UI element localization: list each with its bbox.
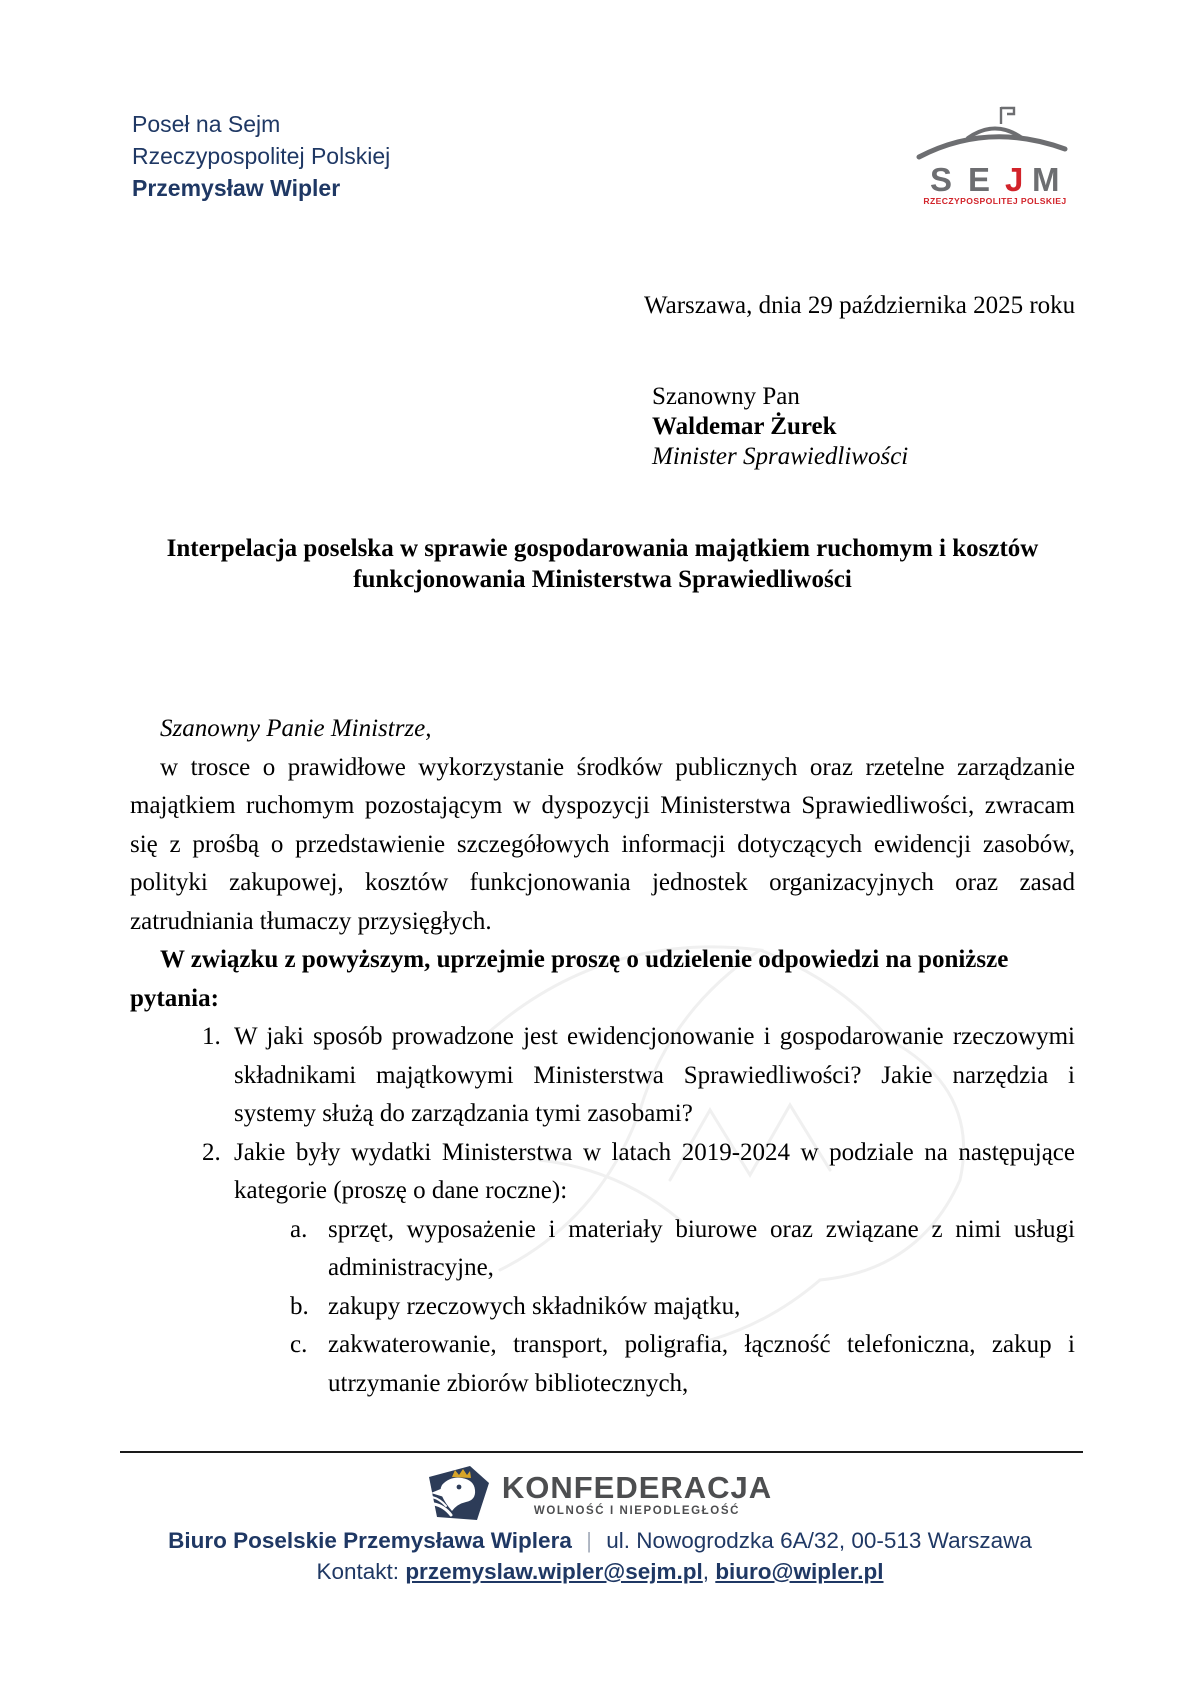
subitem-a — [130, 1211, 1075, 1288]
subitem-text: sprzęt, wyposażenie i materiały biurowe oraz związane z nimi usługi administracyjne, — [328, 1215, 1075, 1281]
subitem-text: zakwaterowanie, transport, poligrafia, łączność telefoniczna, zakup i utrzymanie zbiorów bibliotecznych, — [328, 1331, 1075, 1397]
question-text: Jakie były wydatki Ministerstwa w latach 2019-2024 w podziale na następujące kategorie (proszę o dane roczne): — [234, 1138, 1075, 1204]
office-name: Biuro Poselskie Przemysława Wiplera — [168, 1528, 572, 1553]
sejm-letter-j: J — [1005, 161, 1024, 198]
question-number: 2. — [202, 1138, 221, 1166]
sejm-letter-e: E — [968, 161, 991, 198]
email-separator: , — [702, 1559, 710, 1584]
konfederacja-shield-icon — [428, 1466, 490, 1524]
greeting: Szanowny Panie Ministrze, — [160, 715, 432, 742]
sejm-logo-caption: RZECZYPOSPOLITEJ POLSKIEJ — [923, 196, 1067, 206]
office-separator: | — [586, 1528, 592, 1553]
addressee-title: Minister Sprawiedliwości — [652, 443, 909, 470]
subitem-c — [130, 1326, 1075, 1403]
intro-paragraph: w trosce o prawidłowe wykorzystanie środków publicznych oraz rzetelne zarządzanie majątkiem ruchomym pozostającym w dyspozycji Ministerstwa Sprawiedliwości, zwracam się z prośbą o przedstawienie szczegółowych informacji dotyczących ewidencji zasobów, polityki zakupowej, kosztów funkcjonowania jednostek organizacyjnych oraz zasad zatrudniania tłumaczy przysięgłych. — [130, 753, 1075, 935]
konfederacja-tagline: WOLNOŚĆ I NIEPODLEGŁOŚĆ — [533, 1505, 741, 1517]
question-number: 1. — [202, 1023, 221, 1050]
footer-contact-line — [0, 1559, 1200, 1585]
footer-office-line — [0, 1528, 1200, 1554]
dome-icon — [919, 129, 1065, 158]
question-item-1 — [130, 1018, 1075, 1134]
subitem-letter: c. — [290, 1331, 308, 1358]
flag-icon — [1001, 107, 1014, 124]
konfederacja-logo — [0, 1466, 1200, 1524]
subitem-letter: a. — [290, 1215, 308, 1243]
office-address: ul. Nowogrodzka 6A/32, 00-513 Warszawa — [606, 1528, 1032, 1553]
letter-body — [130, 710, 1075, 1403]
question-item-2 — [130, 1134, 1075, 1211]
footer-divider — [120, 1451, 1083, 1453]
email-link-sejm[interactable]: przemyslaw.wipler@sejm.pl — [405, 1559, 703, 1584]
date-line: Warszawa, dnia 29 października 2025 roku — [644, 292, 1076, 319]
sejm-logo — [916, 103, 1074, 207]
addressee-block — [652, 382, 908, 472]
subitem-letter: b. — [290, 1292, 309, 1320]
sender-line-2: Rzeczypospolitej Polskiej — [132, 143, 391, 169]
addressee-salutation: Szanowny Pan — [652, 383, 800, 410]
contact-label: Kontakt: — [316, 1559, 400, 1584]
sejm-letter-s: S — [930, 161, 953, 198]
title-line-1: Interpelacja poselska w sprawie gospodarowania majątkiem ruchomym i kosztów — [166, 535, 1039, 562]
subitem-text: zakupy rzeczowych składników majątku, — [328, 1292, 741, 1320]
document-title — [130, 533, 1075, 595]
addressee-name: Waldemar Żurek — [652, 413, 837, 440]
request-line: W związku z powyższym, uprzejmie proszę o udzielenie odpowiedzi na poniższe pytania: — [130, 946, 1009, 1012]
subitem-b — [130, 1288, 1075, 1327]
konfederacja-name: KONFEDERACJA — [501, 1470, 773, 1505]
konfederacja-wordmark — [502, 1472, 772, 1518]
title-line-2: funkcjonowania Ministerstwa Sprawiedliwości — [353, 566, 852, 593]
sender-line-1: Poseł na Sejm — [132, 111, 281, 137]
sender-name: Przemysław Wipler — [132, 175, 341, 201]
question-text: W jaki sposób prowadzone jest ewidencjonowanie i gospodarowanie rzeczowymi składnikami majątkowymi Ministerstwa Sprawiedliwości? Jakie narzędzia i systemy służą do zarządzania tymi zasobami? — [234, 1023, 1075, 1127]
email-link-office[interactable]: biuro@wipler.pl — [715, 1559, 884, 1584]
sender-block — [132, 108, 390, 204]
sejm-letter-m: M — [1032, 161, 1060, 198]
